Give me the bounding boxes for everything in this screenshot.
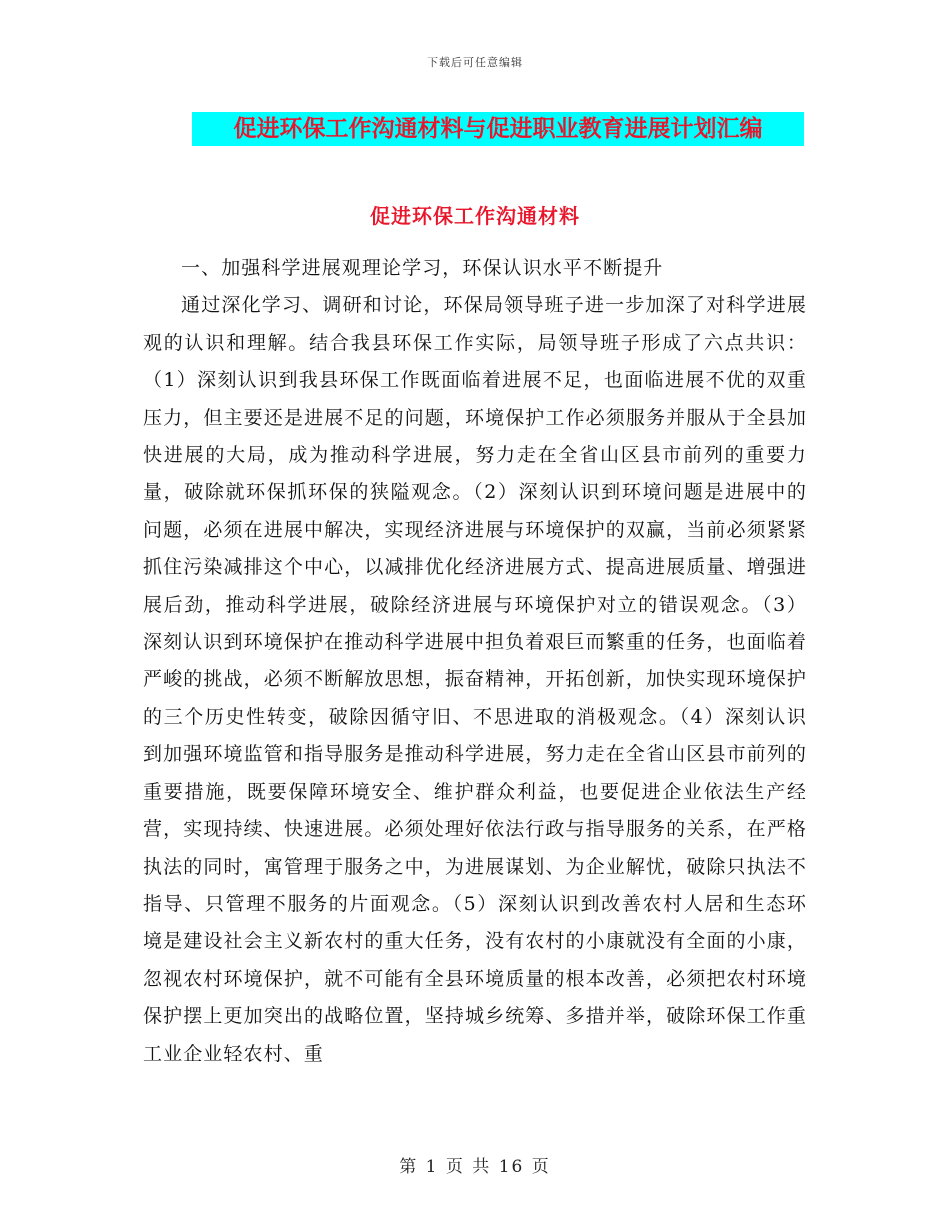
paragraph-1: 通过深化学习、调研和讨论，环保局领导班子进一步加深了对科学进展观的认识和理解。结合我县环保工作实际，局领导班子形成了六点共识：（1）深刻认识到我县环保工作既面临着进展不足，也面临进展不优的双重压力，但主要还是进展不足的问题，环境保护工作必须服务并服从于全县加快进展的大局，成为推动科学进展，努力走在全省山区县市前列的重要力量，破除就环保抓环保的狭隘观念。（2）深刻认识到环境问题是进展中的问题，必须在进展中解决，实现经济进展与环境保护的双赢，当前必须紧紧抓住污染减排这个中心，以减排优化经济进展方式、提高进展质量、增强进展后劲，推动科学进展，破除经济进展与环境保护对立的错误观念。（3）深刻认识到环境保护在推动科学进展中担负着艰巨而繁重的任务，也面临着严峻的挑战，必须不断解放思想，振奋精神，开拓创新，加快实现环境保护的三个历史性转变，破除因循守旧、不思进取的消极观念。（4）深刻认识到加强环境监管和指导服务是推动科学进展，努力走在全省山区县市前列的重要措施，既要保障环境安全、维护群众利益，也要促进企业依法生产经营，实现持续、快速进展。必须处理好依法行政与指导服务的关系，在严格执法的同时，寓管理于服务之中，为进展谋划、为企业解忧，破除只执法不指导、只管理不服务的片面观念。（5）深刻认识到改善农村人居和生态环境是建设社会主义新农村的重大任务，没有农村的小康就没有全面的小康，忽视农村环境保护，就不可能有全县环境质量的根本改善，必须把农村环境保护摆上更加突出的战略位置，坚持城乡统筹、多措并举，破除环保工作重工业企业轻农村、重 [143,294,807,1065]
main-title-highlight [192,112,804,146]
document-title: 促进环保工作沟通材料与促进职业教育进展计划汇编 [233,115,763,142]
page-footer: 第 1 页 共 16 页 [399,1157,551,1177]
heading-1: 一、加强科学进展观理论学习，环保认识水平不断提升 [181,257,664,279]
document-body [143,250,807,1073]
header-note: 下载后可任意编辑 [427,56,523,69]
section-title: 促进环保工作沟通材料 [370,204,580,228]
